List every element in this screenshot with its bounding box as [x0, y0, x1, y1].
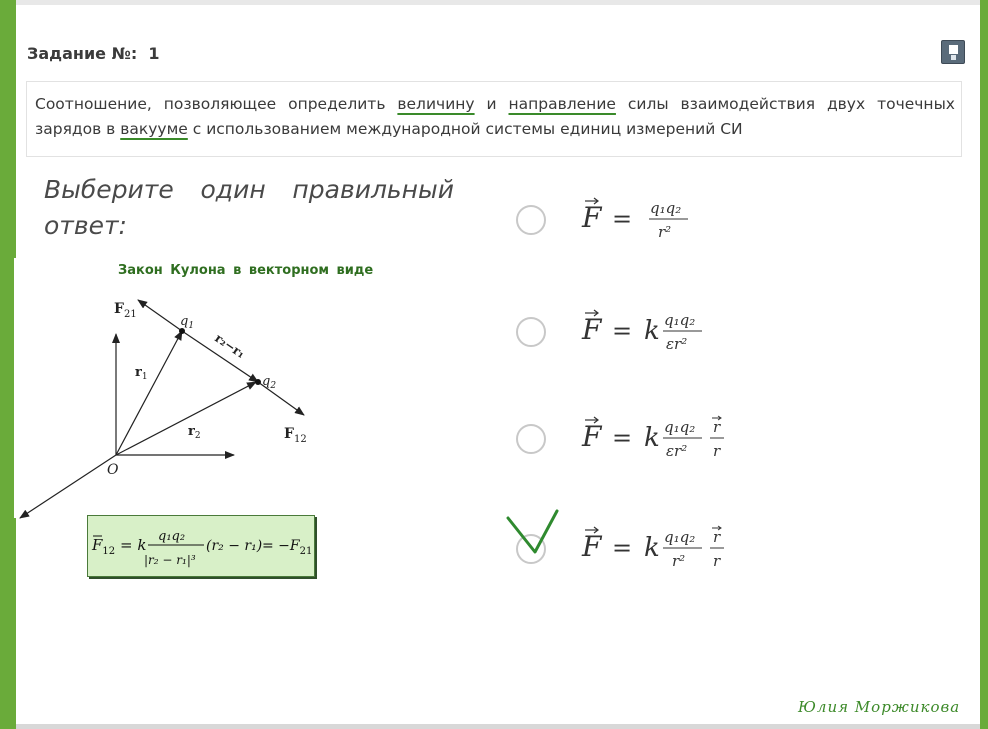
answer-option-2[interactable] — [514, 313, 814, 363]
question-highlight-vacuum: вакууме — [120, 120, 188, 138]
f12-label: $F_{12}$ — [284, 426, 307, 445]
formula-equals: = — [612, 317, 633, 345]
formula-rhs: = $-F_{21}$ — [262, 538, 313, 557]
right-frame-bar — [980, 0, 988, 729]
origin-label: O — [107, 462, 119, 478]
unit-vector-numerator: r — [713, 528, 721, 546]
formula-force: F — [582, 530, 602, 563]
answer-option-3[interactable] — [514, 420, 814, 470]
formula-force: F — [582, 201, 602, 234]
question-part: с использованием международной системы единиц измерений СИ — [187, 120, 743, 138]
formula-equals: = — [612, 205, 633, 233]
r1-label: $r_1$ — [135, 365, 148, 382]
answer-option-1[interactable] — [514, 201, 814, 251]
answer-formula-2 — [578, 305, 818, 365]
formula-numerator: q₁q₂ — [158, 529, 186, 544]
answer-formula-4 — [578, 522, 818, 582]
answer-radio-2[interactable] — [516, 317, 546, 347]
answer-radio-1[interactable] — [516, 205, 546, 235]
save-button[interactable] — [941, 40, 965, 64]
formula-lhs: $F_{12}$ — [92, 536, 116, 557]
coulomb-vector-formula-svg — [88, 516, 314, 576]
question-highlight-direction: направление — [508, 95, 616, 113]
answer-radio-3[interactable] — [516, 424, 546, 454]
formula-equals: = — [612, 534, 633, 562]
formula-k: = k — [120, 536, 147, 554]
r1-vector — [116, 331, 182, 455]
question-part: Соотношение, позволяющее определить — [35, 95, 398, 113]
floppy-slot — [951, 55, 956, 60]
bottom-frame-bar — [16, 724, 980, 729]
diagram-caption: Закон Кулона в векторном виде — [118, 263, 374, 278]
answer-formula-1 — [578, 193, 818, 253]
formula-k: k — [644, 533, 660, 563]
formula-denominator: r² — [658, 223, 672, 241]
formula-force: F — [582, 313, 602, 346]
formula-numerator: q₁q₂ — [664, 528, 696, 546]
floppy-disk-icon — [949, 45, 958, 54]
formula-equals: = — [612, 424, 633, 452]
formula-numerator: q₁q₂ — [664, 311, 696, 329]
q1-label: $q_1$ — [180, 314, 195, 331]
z-axis — [20, 455, 116, 518]
formula-k: k — [644, 316, 660, 346]
unit-vector-denominator: r — [713, 442, 721, 460]
question-part: и — [474, 95, 509, 113]
formula-force: F — [582, 420, 602, 453]
author-signature: Юлия Моржикова — [798, 698, 961, 716]
formula-denominator: εr² — [666, 442, 688, 460]
charge-q2-point — [255, 379, 261, 385]
question-part: силы взаимодействия двух точечных зарядов в — [35, 95, 955, 138]
instruction-text: Выберите один правильный ответ: — [44, 175, 454, 240]
answer-formula-3 — [578, 412, 818, 472]
unit-vector-numerator: r — [713, 418, 721, 436]
formula-numerator: q₁q₂ — [650, 199, 682, 217]
formula-denominator: εr² — [666, 335, 688, 353]
formula-paren: (r₂ − r₁) — [206, 538, 263, 554]
task-title: Задание №: 1 — [27, 44, 160, 63]
coulomb-vector-formula — [87, 515, 315, 577]
r2-minus-r1-label: r₂−r₁ — [212, 330, 248, 362]
question-highlight-magnitude: величину — [397, 95, 475, 113]
checkmark-icon — [505, 508, 561, 558]
q2-label: $q_2$ — [262, 374, 277, 391]
f21-force-vector — [138, 300, 182, 331]
coulomb-vector-diagram — [14, 288, 324, 528]
r2-vector — [116, 382, 256, 455]
top-frame-bar — [16, 0, 980, 5]
question-box — [26, 81, 962, 157]
question-text — [35, 92, 955, 142]
r2-label: $r_2$ — [188, 424, 201, 441]
unit-vector-denominator: r — [713, 552, 721, 570]
f21-label: $F_{21}$ — [114, 301, 137, 320]
formula-numerator: q₁q₂ — [664, 418, 696, 436]
formula-k: k — [644, 423, 660, 453]
formula-denominator: r² — [672, 552, 686, 570]
formula-denominator: |r₂ − r₁|³ — [144, 553, 196, 567]
